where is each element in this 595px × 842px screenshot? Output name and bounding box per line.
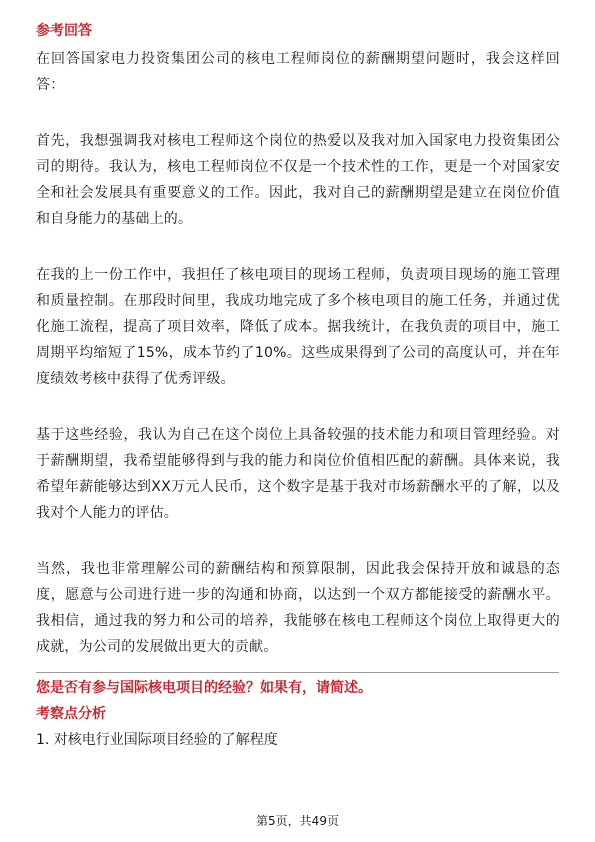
divider: [36, 672, 559, 673]
answer-paragraph: 当然，我也非常理解公司的薪酬结构和预算限制，因此我会保持开放和诚恳的态度，愿意与公司进行进一步的沟通和协商，以达到一个双方都能接受的薪酬水平。我相信，通过我的努力和公司的培养，我能够在核电工程师这个岗位上取得更大的成就，为公司的发展做出更大的贡献。: [36, 561, 560, 655]
document-body: [36, 22, 560, 751]
question: 您是否有参与国际核电项目的经验？如果有，请简述。: [36, 680, 372, 696]
analysis-point: 1. 对核电行业国际项目经验的了解程度: [36, 732, 278, 748]
answer-paragraph: 在我的上一份工作中，我担任了核电项目的现场工程师，负责项目现场的施工管理和质量控制。在那段时间里，我成功地完成了多个核电项目的施工任务，并通过优化施工流程，提高了项目效率，降低了成本。据我统计，在我负责的项目中，施工周期平均缩短了15%，成本节约了10%。这些成果得到了公司的高度认可，并在年度绩效考核中获得了优秀评级。: [36, 267, 560, 387]
answer-intro: 在回答国家电力投资集团公司的核电工程师岗位的薪酬期望问题时，我会这样回答：: [36, 51, 560, 93]
analysis-title: 考察点分析: [36, 706, 106, 722]
section-title: 参考回答: [36, 23, 92, 39]
page-footer: 第5页，共49页: [256, 814, 339, 828]
answer-paragraph: 首先，我想强调我对核电工程师这个岗位的热爱以及我对加入国家电力投资集团公司的期待。我认为，核电工程师岗位不仅是一个技术性的工作，更是一个对国家安全和社会发展具有重要意义的工作。因此，我对自己的薪酬期望是建立在岗位价值和自身能力的基础上的。: [36, 133, 560, 227]
answer-paragraph: 基于这些经验，我认为自己在这个岗位上具备较强的技术能力和项目管理经验。对于薪酬期望，我希望能够得到与我的能力和岗位价值相匹配的薪酬。具体来说，我希望年薪能够达到XX万元人民币，这个数字是基于我对市场薪酬水平的了解，以及我对个人能力的评估。: [36, 427, 560, 521]
